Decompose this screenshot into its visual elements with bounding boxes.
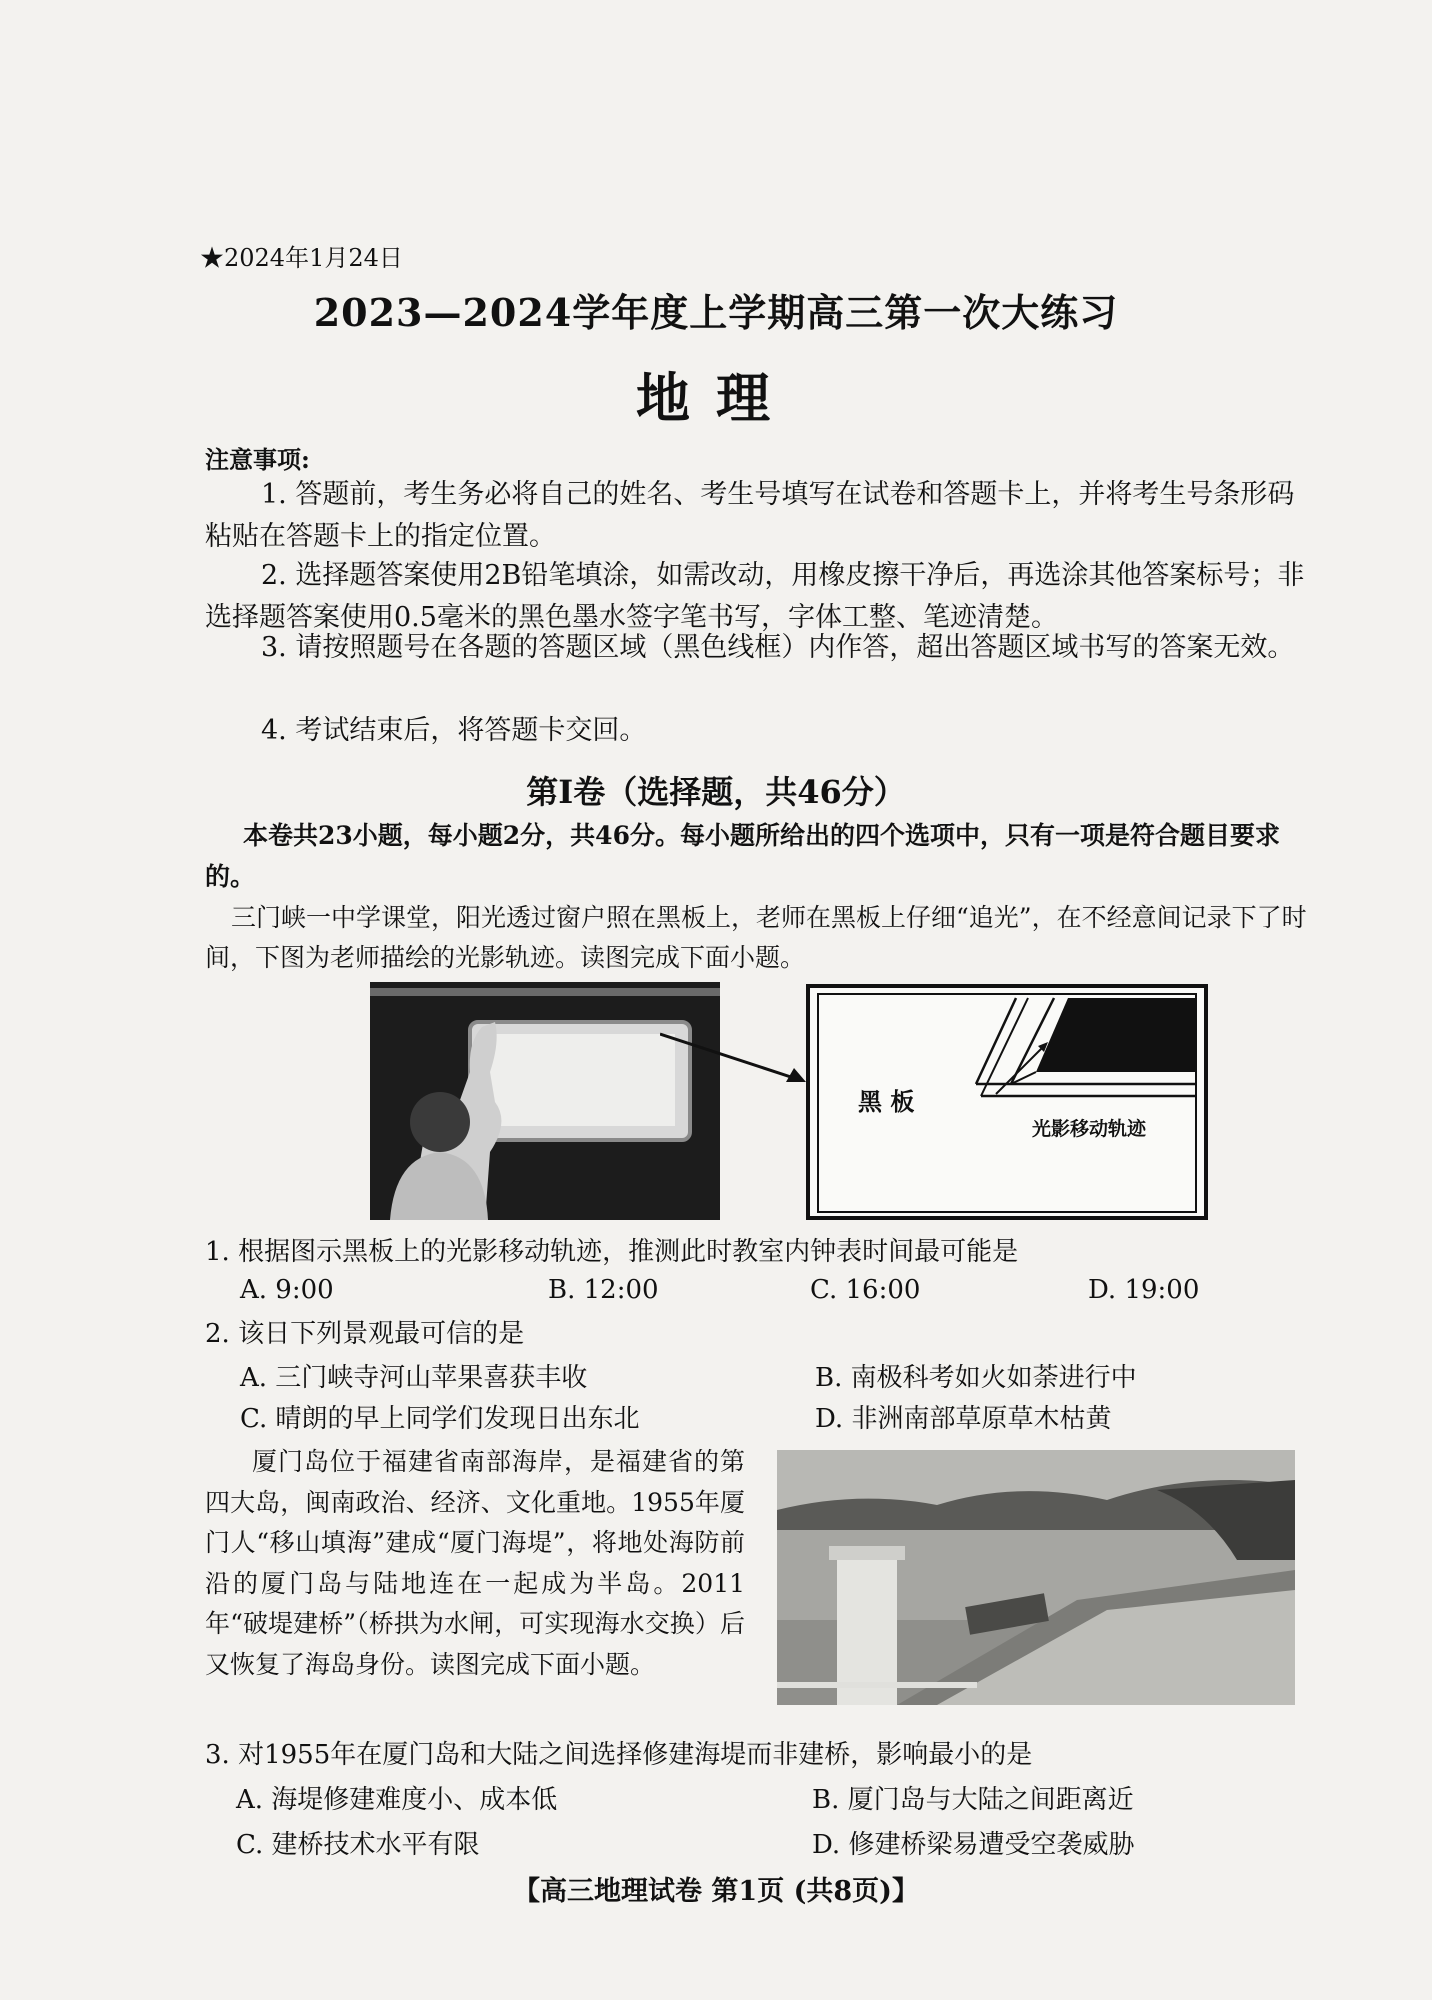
notice-heading: 注意事项: bbox=[205, 445, 310, 474]
exam-title: 2023—2024学年度上学期高三第一次大练习 bbox=[313, 290, 1119, 335]
q3-option-c: C. 建桥技术水平有限 bbox=[236, 1830, 480, 1860]
q3-option-a: A. 海堤修建难度小、成本低 bbox=[236, 1785, 558, 1815]
q1-option-a: A. 9:00 bbox=[240, 1275, 334, 1305]
question-1-stem: 1. 根据图示黑板上的光影移动轨迹，推测此时教室内钟表时间最可能是 bbox=[205, 1237, 1019, 1267]
page-footer: 【高三地理试卷 第1页 (共8页)】 bbox=[513, 1876, 919, 1907]
notice-item-1: 1. 答题前，考生务必将自己的姓名、考生号填写在试卷和答题卡上，并将考生号条形码粘贴在答题卡上的指定位置。 bbox=[205, 479, 1295, 552]
passage-2: 厦门岛位于福建省南部海岸，是福建省的第四大岛，闽南政治、经济、文化重地。1955年厦门人“移山填海”建成“厦门海堤”，将地处海防前沿的厦门岛与陆地连在一起成为半岛。2011年“破堤建桥”（桥拱为水闸，可实现海水交换）后又恢复了海岛身份。读图完成下面小题。 bbox=[205, 1447, 745, 1679]
pointer-arrow bbox=[660, 1030, 810, 1090]
q2-option-b: B. 南极科考如火如荼进行中 bbox=[815, 1363, 1137, 1393]
question-2-stem: 2. 该日下列景观最可信的是 bbox=[205, 1319, 525, 1349]
subject-title: 地理 bbox=[636, 366, 796, 430]
xiamen-seawall-photo bbox=[777, 1450, 1295, 1705]
q3-option-b: B. 厦门岛与大陆之间距离近 bbox=[812, 1785, 1134, 1815]
q1-option-c: C. 16:00 bbox=[810, 1275, 921, 1305]
blackboard-label: 黑 板 bbox=[858, 1087, 915, 1116]
section-title: 第I卷（选择题，共46分） bbox=[526, 773, 906, 811]
teacher-photo-drawing bbox=[370, 982, 720, 1220]
notice-item-2: 2. 选择题答案使用2B铅笔填涂，如需改动，用橡皮擦干净后，再选涂其他答案标号；非选择题答案使用0.5毫米的黑色墨水签字笔书写，字体工整、笔迹清楚。 bbox=[205, 560, 1305, 633]
notice-item-3: 3. 请按照题号在各题的答题区域（黑色线框）内作答，超出答题区域书写的答案无效。 bbox=[261, 632, 1295, 663]
section-description: 本卷共23小题，每小题2分，共46分。每小题所给出的四个选项中，只有一项是符合题目要求的。 bbox=[205, 821, 1280, 891]
passage-1: 三门峡一中学课堂，阳光透过窗户照在黑板上，老师在黑板上仔细“追光”，在不经意间记录下了时间，下图为老师描绘的光影轨迹。读图完成下面小题。 bbox=[205, 903, 1307, 972]
q2-option-a: A. 三门峡寺河山苹果喜获丰收 bbox=[240, 1363, 588, 1393]
q1-option-b: B. 12:00 bbox=[548, 1275, 659, 1305]
light-track-diagram bbox=[806, 984, 1208, 1220]
teacher-blackboard-photo bbox=[370, 982, 720, 1220]
q2-option-d: D. 非洲南部草原草木枯黄 bbox=[815, 1404, 1112, 1434]
question-3-stem: 3. 对1955年在厦门岛和大陆之间选择修建海堤而非建桥，影响最小的是 bbox=[205, 1740, 1033, 1770]
seawall-photo-drawing bbox=[777, 1450, 1295, 1705]
exam-date: ★2024年1月24日 bbox=[200, 244, 403, 272]
q2-option-c: C. 晴朗的早上同学们发现日出东北 bbox=[240, 1404, 640, 1434]
notice-item-4: 4. 考试结束后，将答题卡交回。 bbox=[261, 715, 647, 746]
light-track-label: 光影移动轨迹 bbox=[1032, 1118, 1147, 1140]
q3-option-d: D. 修建桥梁易遭受空袭威胁 bbox=[812, 1830, 1135, 1860]
q1-option-d: D. 19:00 bbox=[1088, 1275, 1200, 1305]
